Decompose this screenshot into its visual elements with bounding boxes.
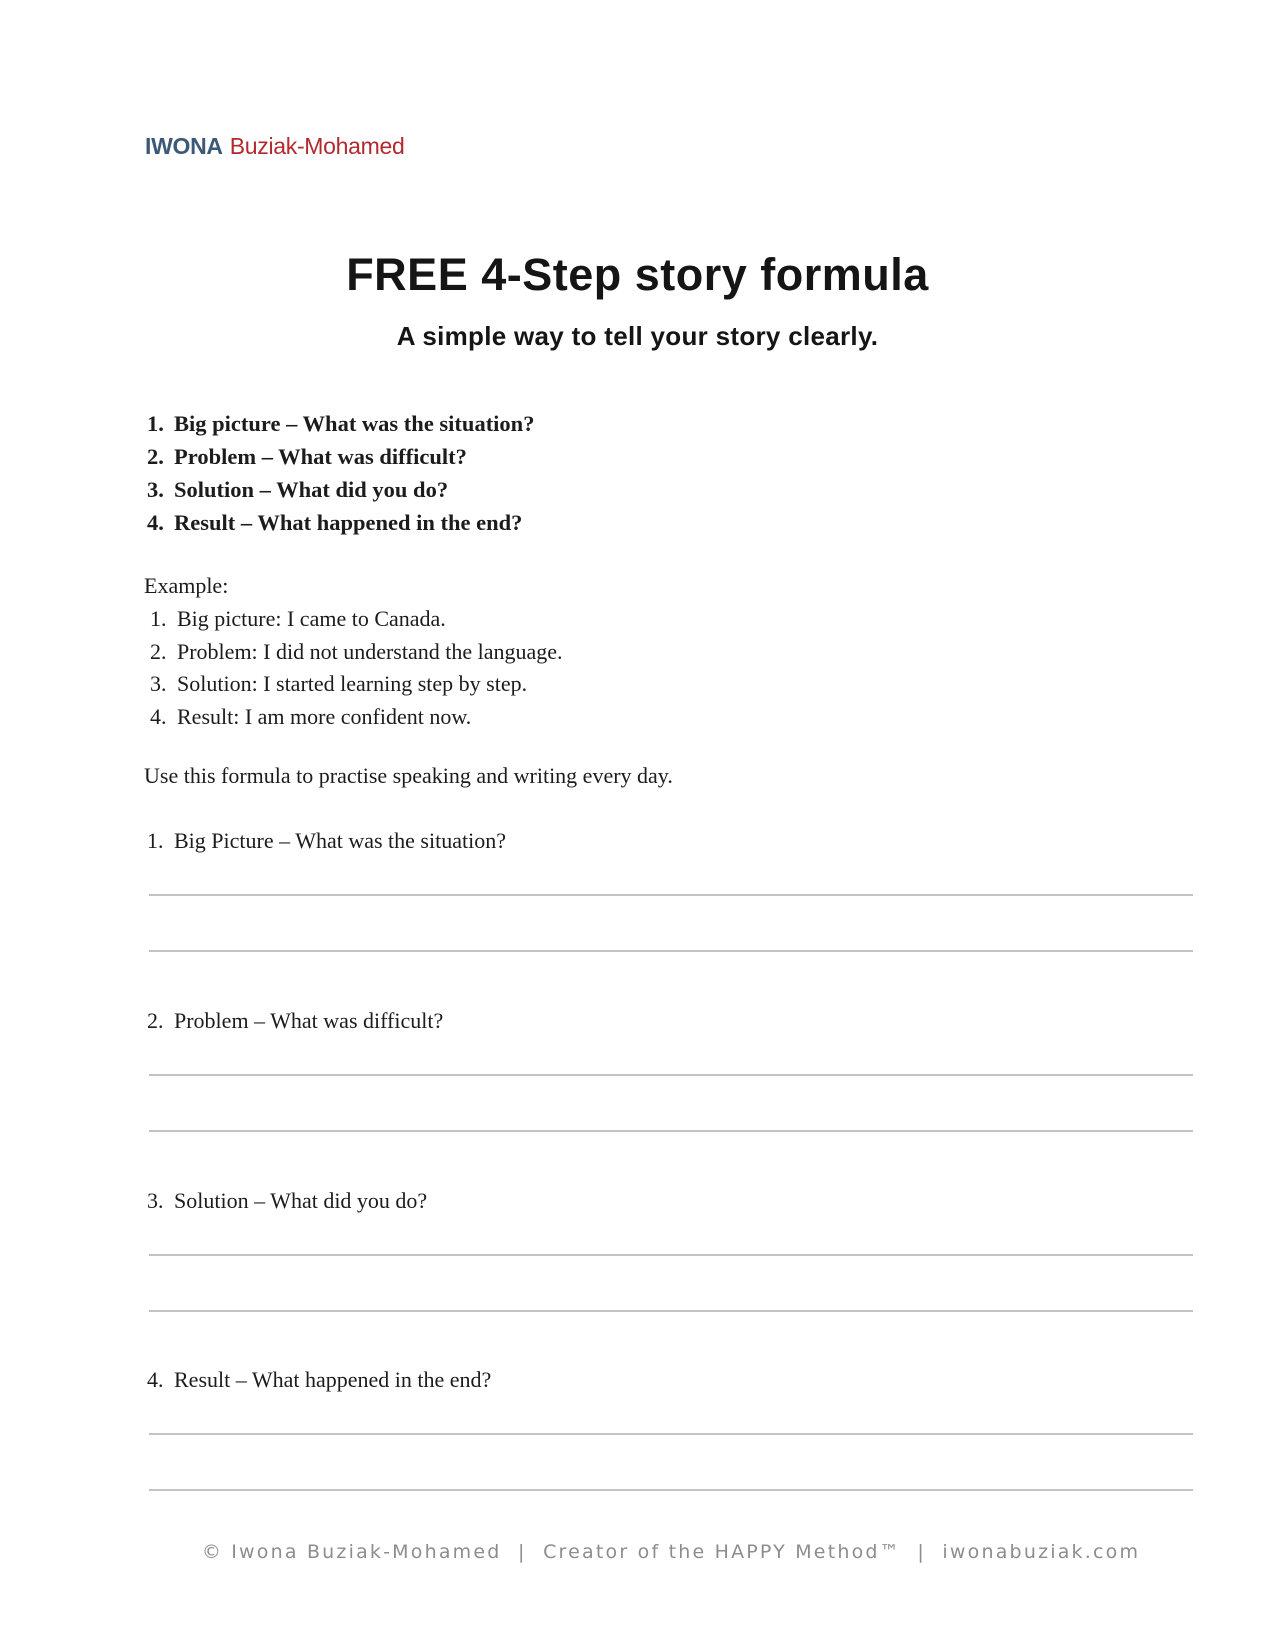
list-number: 4. bbox=[147, 1367, 164, 1392]
answer-line bbox=[149, 894, 1193, 896]
list-number: 2. bbox=[147, 1008, 164, 1033]
answer-line bbox=[149, 950, 1193, 952]
brand-last-name: Buziak-Mohamed bbox=[229, 133, 405, 159]
brand-logo bbox=[145, 133, 405, 159]
worksheet-section-1 bbox=[0, 826, 1275, 966]
list-number: 1. bbox=[150, 606, 167, 631]
example-item-text: Big picture: I came to Canada. bbox=[177, 606, 446, 631]
formula-step-3 bbox=[147, 473, 1147, 506]
list-number: 2. bbox=[150, 638, 167, 664]
footer-credit: © Iwona Buziak-Mohamed | Creator of the HAPPY Method™ | iwonabuziak.com bbox=[201, 1541, 1141, 1563]
example-item-4 bbox=[150, 701, 1150, 734]
example-list bbox=[150, 603, 1150, 733]
worksheet-section-4 bbox=[0, 1365, 1275, 1505]
answer-line bbox=[149, 1130, 1193, 1132]
answer-line bbox=[149, 1310, 1193, 1312]
worksheet-prompt bbox=[147, 1365, 1147, 1395]
worksheet-section-3 bbox=[0, 1186, 1275, 1326]
list-number: 3. bbox=[147, 477, 164, 502]
list-number: 3. bbox=[147, 1188, 164, 1213]
page-title: FREE 4-Step story formula bbox=[346, 249, 929, 300]
worksheet-prompt-text: Problem – What was difficult? bbox=[174, 1008, 444, 1033]
instruction-text: Use this formula to practise speaking and writing every day. bbox=[144, 763, 673, 788]
worksheet-prompt bbox=[147, 1006, 1147, 1036]
worksheet-prompt-text: Result – What happened in the end? bbox=[174, 1367, 492, 1392]
formula-step-text: Problem – What was difficult? bbox=[174, 444, 467, 469]
worksheet-prompt-text: Big Picture – What was the situation? bbox=[174, 828, 506, 853]
formula-steps-list bbox=[147, 407, 1147, 539]
list-number: 2. bbox=[147, 444, 164, 469]
list-number: 3. bbox=[150, 671, 167, 697]
formula-step-text: Result – What happened in the end? bbox=[174, 510, 523, 535]
brand-first-name: IWONA bbox=[145, 133, 223, 159]
example-item-3 bbox=[150, 668, 1150, 701]
page-subtitle: A simple way to tell your story clearly. bbox=[396, 321, 879, 351]
example-label: Example: bbox=[144, 573, 229, 598]
example-item-1 bbox=[150, 603, 1150, 636]
formula-step-2 bbox=[147, 440, 1147, 473]
list-number: 1. bbox=[147, 411, 164, 436]
answer-line bbox=[149, 1254, 1193, 1256]
list-number: 1. bbox=[147, 828, 164, 853]
worksheet-prompt bbox=[147, 1186, 1147, 1216]
list-number: 4. bbox=[150, 703, 167, 729]
example-item-text: Problem: I did not understand the language. bbox=[177, 638, 563, 664]
worksheet-section-2 bbox=[0, 1006, 1275, 1146]
answer-line bbox=[149, 1433, 1193, 1435]
list-number: 4. bbox=[147, 510, 164, 535]
formula-step-text: Big picture – What was the situation? bbox=[174, 411, 535, 436]
formula-step-1 bbox=[147, 407, 1147, 440]
answer-line bbox=[149, 1489, 1193, 1491]
example-item-2 bbox=[150, 636, 1150, 669]
example-item-text: Solution: I started learning step by step. bbox=[177, 671, 528, 697]
worksheet-prompt-text: Solution – What did you do? bbox=[174, 1188, 428, 1213]
worksheet-prompt bbox=[147, 826, 1147, 856]
formula-step-4 bbox=[147, 506, 1147, 539]
formula-step-text: Solution – What did you do? bbox=[174, 477, 449, 502]
example-item-text: Result: I am more confident now. bbox=[177, 703, 472, 729]
answer-line bbox=[149, 1074, 1193, 1076]
